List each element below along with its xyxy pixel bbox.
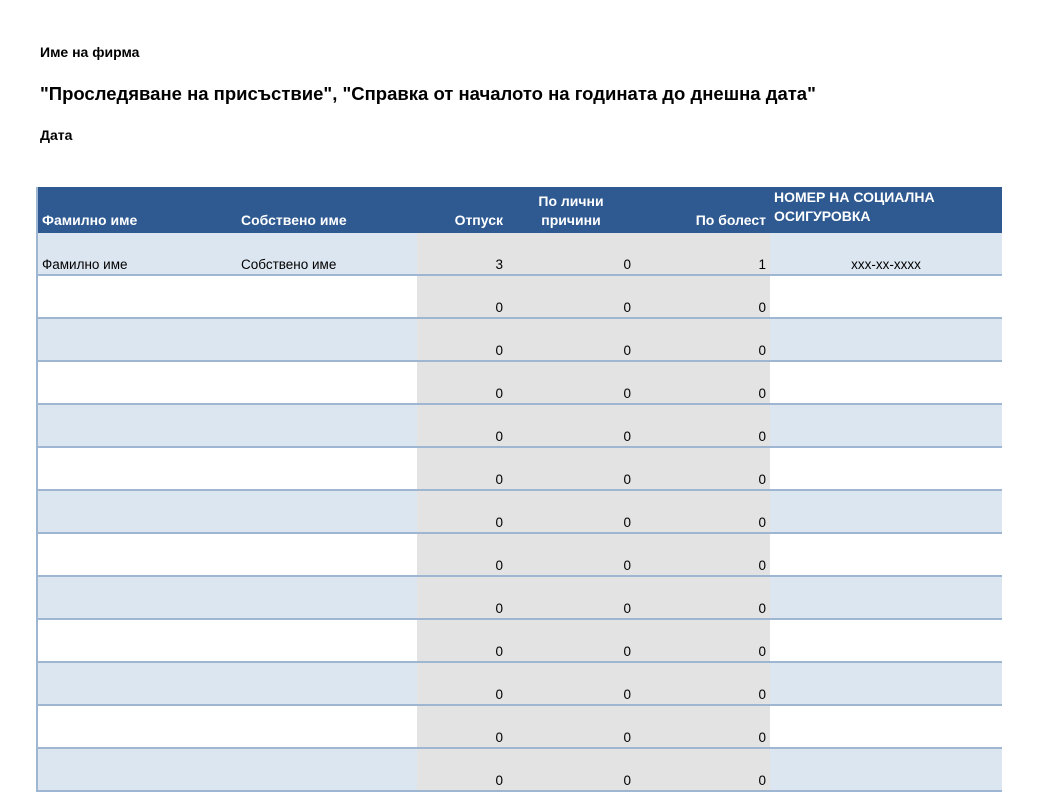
cell-sick[interactable]: 0 (635, 490, 770, 533)
cell-vacation[interactable]: 0 (417, 533, 507, 576)
table-row (37, 361, 1002, 404)
cell-vacation[interactable]: 0 (417, 490, 507, 533)
cell-ssn[interactable] (770, 275, 1002, 318)
cell-first-name[interactable] (237, 318, 417, 361)
cell-first-name[interactable] (237, 533, 417, 576)
cell-personal[interactable]: 0 (507, 490, 635, 533)
cell-ssn[interactable] (770, 490, 1002, 533)
cell-ssn[interactable] (770, 361, 1002, 404)
cell-sick[interactable]: 0 (635, 619, 770, 662)
column-header-ssn-line2: ОСИГУРОВКА (774, 208, 871, 224)
cell-first-name[interactable] (237, 705, 417, 748)
cell-ssn[interactable] (770, 662, 1002, 705)
cell-personal[interactable]: 0 (507, 361, 635, 404)
table-row (37, 662, 1002, 705)
table-row (37, 447, 1002, 490)
cell-personal[interactable]: 0 (507, 533, 635, 576)
cell-vacation[interactable]: 0 (417, 404, 507, 447)
column-header-first-name[interactable]: Собствено име (237, 187, 417, 233)
cell-last-name[interactable] (37, 490, 237, 533)
cell-vacation[interactable]: 3 (417, 233, 507, 275)
cell-personal[interactable]: 0 (507, 705, 635, 748)
cell-last-name[interactable] (37, 404, 237, 447)
table-header-row (37, 187, 1002, 233)
cell-sick[interactable]: 0 (635, 576, 770, 619)
cell-sick[interactable]: 1 (635, 233, 770, 275)
cell-ssn[interactable]: xxx-xx-xxxx (770, 233, 1002, 275)
cell-sick[interactable]: 0 (635, 404, 770, 447)
cell-first-name[interactable] (237, 490, 417, 533)
cell-sick[interactable]: 0 (635, 318, 770, 361)
cell-personal[interactable]: 0 (507, 576, 635, 619)
cell-ssn[interactable] (770, 318, 1002, 361)
table-row (37, 404, 1002, 447)
cell-last-name[interactable] (37, 361, 237, 404)
cell-personal[interactable]: 0 (507, 619, 635, 662)
cell-vacation[interactable]: 0 (417, 318, 507, 361)
cell-vacation[interactable]: 0 (417, 662, 507, 705)
cell-ssn[interactable] (770, 576, 1002, 619)
cell-ssn[interactable] (770, 748, 1002, 791)
cell-personal[interactable]: 0 (507, 404, 635, 447)
cell-ssn[interactable] (770, 533, 1002, 576)
cell-last-name[interactable] (37, 705, 237, 748)
company-name: Име на фирма (40, 44, 140, 60)
cell-sick[interactable]: 0 (635, 275, 770, 318)
table-row (37, 490, 1002, 533)
table-row (37, 533, 1002, 576)
table-row (37, 275, 1002, 318)
date-label: Дата (40, 127, 73, 143)
column-header-personal-line2: причини (541, 212, 601, 228)
table-body (37, 233, 1002, 791)
cell-sick[interactable]: 0 (635, 361, 770, 404)
cell-sick[interactable]: 0 (635, 447, 770, 490)
cell-sick[interactable]: 0 (635, 533, 770, 576)
column-header-ssn-line1: НОМЕР НА СОЦИАЛНА (774, 189, 935, 205)
column-header-ssn[interactable] (770, 187, 1002, 233)
attendance-table (36, 187, 1002, 792)
cell-last-name[interactable] (37, 447, 237, 490)
cell-last-name[interactable] (37, 533, 237, 576)
cell-first-name[interactable] (237, 404, 417, 447)
cell-vacation[interactable]: 0 (417, 748, 507, 791)
cell-last-name[interactable] (37, 576, 237, 619)
column-header-personal[interactable] (507, 187, 635, 233)
column-header-vacation[interactable]: Отпуск (417, 187, 507, 233)
cell-vacation[interactable]: 0 (417, 619, 507, 662)
cell-last-name[interactable] (37, 318, 237, 361)
table-row (37, 233, 1002, 275)
cell-first-name[interactable]: Собствено име (237, 233, 417, 275)
cell-last-name[interactable] (37, 275, 237, 318)
cell-personal[interactable]: 0 (507, 275, 635, 318)
cell-sick[interactable]: 0 (635, 748, 770, 791)
cell-last-name[interactable] (37, 662, 237, 705)
cell-vacation[interactable]: 0 (417, 705, 507, 748)
column-header-personal-line1: По лични (538, 193, 604, 209)
column-header-sick[interactable]: По болест (635, 187, 770, 233)
cell-vacation[interactable]: 0 (417, 275, 507, 318)
column-header-last-name[interactable]: Фамилно име (37, 187, 237, 233)
cell-first-name[interactable] (237, 748, 417, 791)
cell-ssn[interactable] (770, 705, 1002, 748)
table-row (37, 318, 1002, 361)
cell-vacation[interactable]: 0 (417, 361, 507, 404)
cell-last-name[interactable] (37, 619, 237, 662)
cell-first-name[interactable] (237, 361, 417, 404)
cell-ssn[interactable] (770, 447, 1002, 490)
cell-personal[interactable]: 0 (507, 318, 635, 361)
report-title: "Проследяване на присъствие", "Справка от началото на годината до днешна дата" (40, 83, 816, 104)
cell-personal[interactable]: 0 (507, 447, 635, 490)
table-row (37, 705, 1002, 748)
cell-last-name[interactable] (37, 748, 237, 791)
table-row (37, 748, 1002, 791)
cell-vacation[interactable]: 0 (417, 576, 507, 619)
cell-sick[interactable]: 0 (635, 662, 770, 705)
cell-first-name[interactable] (237, 447, 417, 490)
cell-first-name[interactable] (237, 662, 417, 705)
cell-personal[interactable]: 0 (507, 233, 635, 275)
cell-personal[interactable]: 0 (507, 748, 635, 791)
cell-vacation[interactable]: 0 (417, 447, 507, 490)
cell-sick[interactable]: 0 (635, 705, 770, 748)
cell-first-name[interactable] (237, 275, 417, 318)
cell-personal[interactable]: 0 (507, 662, 635, 705)
cell-ssn[interactable] (770, 619, 1002, 662)
cell-ssn[interactable] (770, 404, 1002, 447)
table-row (37, 576, 1002, 619)
table-row (37, 619, 1002, 662)
cell-last-name[interactable]: Фамилно име (37, 233, 237, 275)
cell-first-name[interactable] (237, 619, 417, 662)
cell-first-name[interactable] (237, 576, 417, 619)
